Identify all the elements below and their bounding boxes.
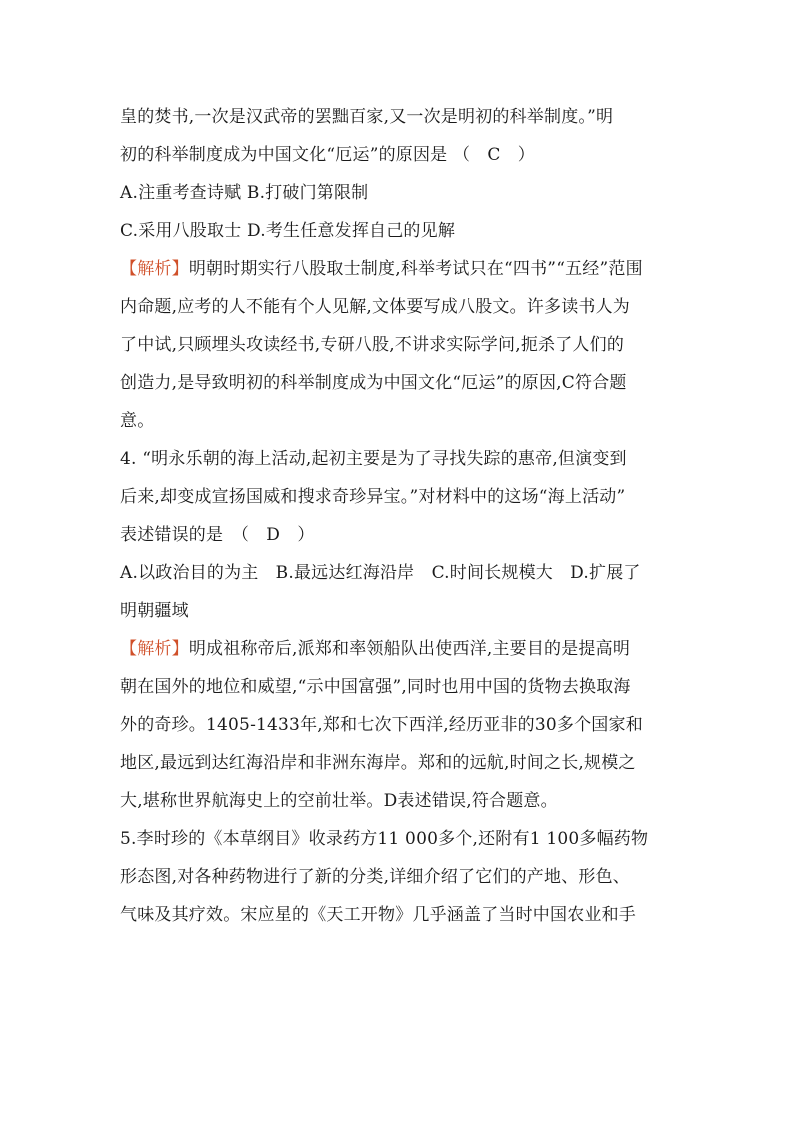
q3-options-line-2: C.采用八股取士 D.考生任意发挥自己的见解 bbox=[120, 221, 456, 241]
q3-options-line-1: A.注重考查诗赋 B.打破门第限制 bbox=[120, 183, 369, 203]
q3-analysis-text-1: 明朝时期实行八股取士制度,科举考试只在“四书”“五经”范围 bbox=[188, 259, 643, 279]
q3-analysis-line-3: 了中试,只顾埋头攻读经书,专研八股,不讲求实际学问,扼杀了人们的 bbox=[120, 335, 625, 355]
q4-stem-line-1: 4. “明永乐朝的海上活动,起初主要是为了寻找失踪的惠帝,但演变到 bbox=[120, 449, 627, 469]
q5-stem-line-3: 气味及其疗效。宋应星的《天工开物》几乎涵盖了当时中国农业和手 bbox=[120, 905, 636, 925]
q4-analysis-line-4: 地区,最远到达红海沿岸和非洲东海岸。郑和的远航,时间之长,规模之 bbox=[120, 753, 636, 773]
q3-analysis-line-5: 意。 bbox=[120, 411, 155, 431]
q4-options-line-1: A.以政治目的为主 B.最远达红海沿岸 C.时间长规模大 D.扩展了 bbox=[120, 563, 641, 583]
q4-analysis-line-5: 大,堪称世界航海史上的空前壮举。D表述错误,符合题意。 bbox=[120, 791, 558, 811]
q4-options-line-2: 明朝疆域 bbox=[120, 601, 189, 621]
q4-stem-line-2: 后来,却变成宣扬国威和搜求奇珍异宝。”对材料中的这场“海上活动” bbox=[120, 487, 626, 507]
q3-analysis-tag: 【解析】 bbox=[120, 259, 189, 279]
q3-stem-line-1: 皇的焚书,一次是汉武帝的罢黜百家,又一次是明初的科举制度。”明 bbox=[120, 107, 614, 127]
q5-stem-line-2: 形态图,对各种药物进行了新的分类,详细介绍了它们的产地、形色、 bbox=[120, 867, 631, 887]
q4-analysis-line-2: 朝在国外的地位和威望,“示中国富强”,同时也用中国的货物去换取海 bbox=[120, 677, 631, 697]
q3-analysis-line-4: 创造力,是导致明初的科举制度成为中国文化“厄运”的原因,C符合题 bbox=[120, 373, 627, 393]
q3-analysis-line-2: 内命题,应考的人不能有个人见解,文体要写成八股文。许多读书人为 bbox=[120, 297, 631, 317]
q4-analysis-tag: 【解析】 bbox=[120, 639, 189, 659]
q4-analysis-text-1: 明成祖称帝后,派郑和率领船队出使西洋,主要目的是提高明 bbox=[188, 639, 631, 659]
q4-analysis-line-1 bbox=[120, 630, 684, 668]
q3-analysis-line-1 bbox=[120, 250, 684, 288]
q5-stem-line-1: 5.李时珍的《本草纲目》收录药方11 000多个,还附有1 100多幅药物 bbox=[120, 829, 649, 849]
q4-stem-line-3: 表述错误的是 （ D ） bbox=[120, 525, 315, 545]
q3-stem-line-2: 初的科举制度成为中国文化“厄运”的原因是 （ C ） bbox=[120, 145, 535, 165]
q4-analysis-line-3: 外的奇珍。1405-1433年,郑和七次下西洋,经历亚非的30多个国家和 bbox=[120, 715, 643, 735]
